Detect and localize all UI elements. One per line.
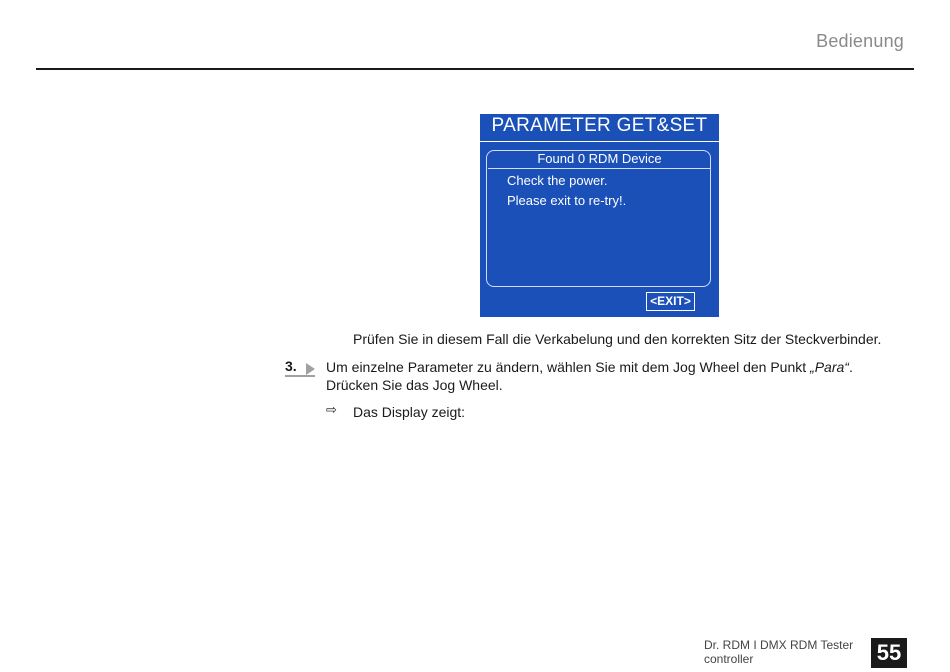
step-instruction-line2: Drücken Sie das Jog Wheel. bbox=[326, 377, 503, 393]
page-number: 55 bbox=[871, 638, 907, 668]
exit-button: <EXIT> bbox=[646, 292, 695, 311]
step-underline bbox=[285, 375, 315, 377]
box-heading-wrap bbox=[488, 152, 711, 170]
screen-line-retry: Please exit to re-try!. bbox=[507, 193, 627, 208]
footer-product-line1: Dr. RDM I DMX RDM Tester bbox=[704, 638, 854, 652]
box-heading-line bbox=[488, 168, 711, 169]
check-cabling-paragraph: Prüfen Sie in diesem Fall die Verkabelung und den korrekten Sitz der Steckverbinder. bbox=[353, 331, 882, 347]
section-title: Bedienung bbox=[816, 31, 904, 51]
screen-title-rule bbox=[480, 141, 719, 142]
footer-product-name bbox=[704, 638, 853, 666]
device-screen bbox=[480, 114, 719, 317]
step-text-before: Um einzelne Parameter zu ändern, wählen Sie mit dem Jog Wheel den Punkt bbox=[326, 359, 811, 375]
result-text: Das Display zeigt: bbox=[353, 404, 466, 420]
step-number: 3. bbox=[285, 358, 297, 374]
step-text-para: „Para“ bbox=[810, 359, 849, 375]
result-arrow-icon: ⇨ bbox=[326, 402, 337, 417]
screen-line-power: Check the power. bbox=[507, 173, 608, 188]
box-heading: Found 0 RDM Device bbox=[533, 151, 665, 166]
step-text-after: . bbox=[848, 359, 853, 375]
step-instruction-line1 bbox=[326, 358, 853, 376]
header-rule bbox=[36, 68, 914, 70]
screen-message-box bbox=[486, 150, 711, 287]
screen-title: PARAMETER GET&SET bbox=[491, 115, 708, 136]
footer-product-line2: controller bbox=[704, 652, 754, 666]
step-arrow-icon bbox=[306, 363, 315, 375]
